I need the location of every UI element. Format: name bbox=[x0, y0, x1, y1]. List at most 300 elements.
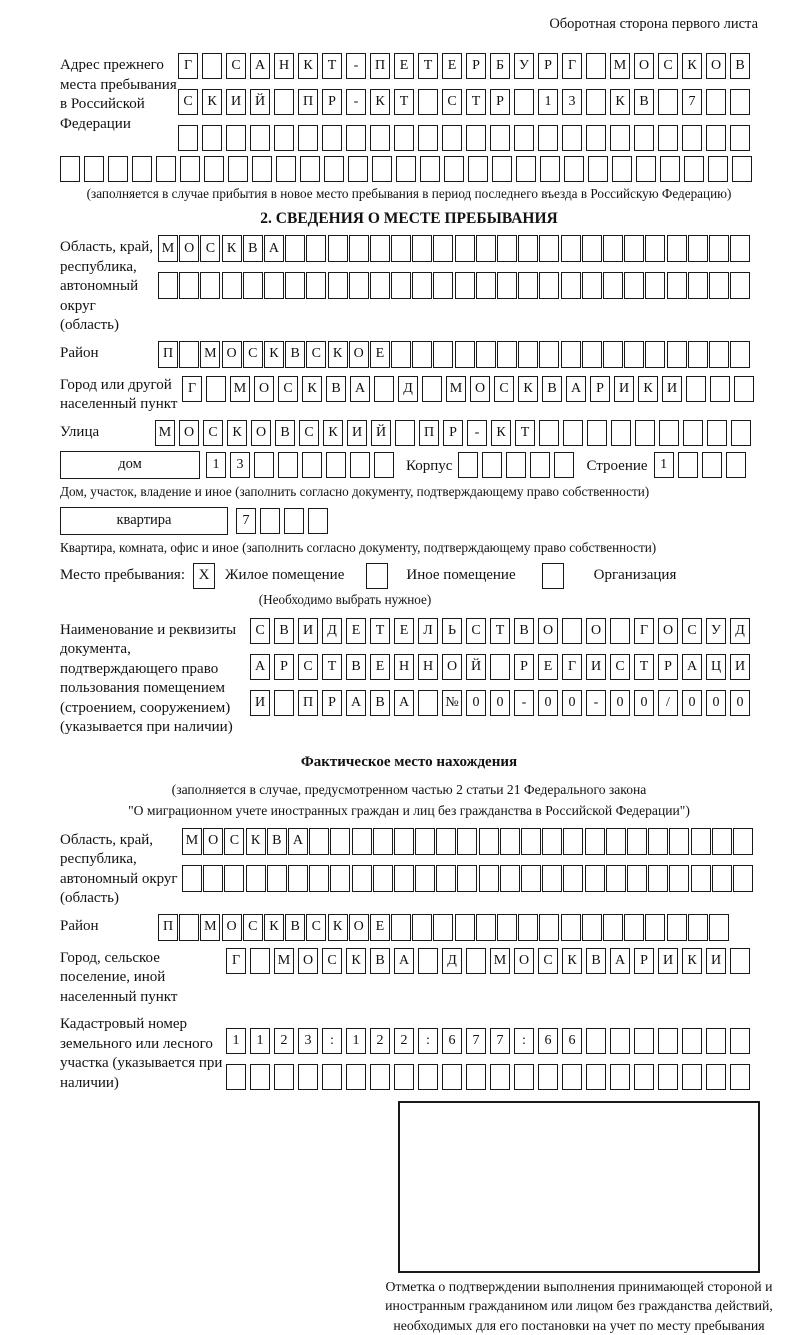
char-cell[interactable] bbox=[624, 914, 644, 941]
char-cell[interactable] bbox=[634, 125, 654, 151]
char-cell[interactable]: В bbox=[370, 690, 390, 716]
char-cell[interactable] bbox=[222, 272, 242, 299]
char-cell[interactable] bbox=[634, 1064, 654, 1090]
char-cell[interactable] bbox=[636, 156, 656, 182]
char-cell[interactable] bbox=[206, 376, 226, 402]
char-cell[interactable] bbox=[455, 341, 475, 368]
char-cell[interactable]: 1 bbox=[654, 452, 674, 478]
char-cell[interactable]: 0 bbox=[610, 690, 630, 716]
char-cell[interactable] bbox=[562, 1064, 582, 1090]
char-cell[interactable]: Е bbox=[538, 654, 558, 680]
char-cell[interactable]: 1 bbox=[538, 89, 558, 115]
char-cell[interactable] bbox=[322, 1064, 342, 1090]
char-cell[interactable]: С bbox=[299, 420, 319, 446]
char-cell[interactable]: С bbox=[658, 53, 678, 79]
char-cell[interactable]: С bbox=[178, 89, 198, 115]
char-cell[interactable]: И bbox=[347, 420, 367, 446]
char-cell[interactable]: О bbox=[179, 420, 199, 446]
char-cell[interactable] bbox=[373, 828, 393, 855]
char-cell[interactable] bbox=[497, 272, 517, 299]
char-cell[interactable] bbox=[702, 452, 722, 478]
char-cell[interactable]: Й bbox=[250, 89, 270, 115]
char-cell[interactable]: - bbox=[467, 420, 487, 446]
char-cell[interactable] bbox=[306, 235, 326, 262]
char-cell[interactable] bbox=[588, 156, 608, 182]
char-cell[interactable]: П bbox=[298, 690, 318, 716]
char-cell[interactable]: Д bbox=[322, 618, 342, 644]
char-cell[interactable]: Ц bbox=[706, 654, 726, 680]
char-cell[interactable]: О bbox=[470, 376, 490, 402]
char-cell[interactable] bbox=[346, 1064, 366, 1090]
char-cell[interactable]: М bbox=[158, 235, 178, 262]
char-cell[interactable] bbox=[415, 865, 435, 892]
char-cell[interactable]: С bbox=[226, 53, 246, 79]
char-cell[interactable] bbox=[203, 865, 223, 892]
char-cell[interactable] bbox=[324, 156, 344, 182]
char-cell[interactable]: О bbox=[514, 948, 534, 974]
char-cell[interactable]: 2 bbox=[370, 1028, 390, 1054]
char-cell[interactable] bbox=[285, 235, 305, 262]
char-cell[interactable] bbox=[490, 1064, 510, 1090]
char-cell[interactable] bbox=[635, 420, 655, 446]
char-cell[interactable] bbox=[302, 452, 322, 478]
char-cell[interactable] bbox=[442, 125, 462, 151]
char-cell[interactable] bbox=[730, 235, 750, 262]
char-cell[interactable]: К bbox=[346, 948, 366, 974]
char-cell[interactable] bbox=[394, 865, 414, 892]
char-cell[interactable]: Е bbox=[346, 618, 366, 644]
char-cell[interactable] bbox=[330, 865, 350, 892]
char-cell[interactable]: А bbox=[394, 948, 414, 974]
char-cell[interactable]: Е bbox=[442, 53, 462, 79]
char-cell[interactable] bbox=[267, 865, 287, 892]
char-cell[interactable]: О bbox=[179, 235, 199, 262]
char-cell[interactable]: К bbox=[562, 948, 582, 974]
char-cell[interactable] bbox=[158, 272, 178, 299]
char-cell[interactable]: Р bbox=[322, 690, 342, 716]
char-cell[interactable]: О bbox=[442, 654, 462, 680]
char-cell[interactable]: А bbox=[264, 235, 284, 262]
char-cell[interactable] bbox=[688, 914, 708, 941]
char-cell[interactable] bbox=[603, 914, 623, 941]
char-cell[interactable]: В bbox=[514, 618, 534, 644]
char-cell[interactable] bbox=[418, 125, 438, 151]
char-cell[interactable] bbox=[561, 914, 581, 941]
char-cell[interactable] bbox=[667, 235, 687, 262]
char-cell[interactable] bbox=[586, 1028, 606, 1054]
char-cell[interactable] bbox=[370, 235, 390, 262]
char-cell[interactable]: М bbox=[490, 948, 510, 974]
char-cell[interactable] bbox=[479, 865, 499, 892]
char-cell[interactable] bbox=[326, 452, 346, 478]
char-cell[interactable] bbox=[352, 828, 372, 855]
char-cell[interactable] bbox=[455, 914, 475, 941]
char-cell[interactable] bbox=[412, 914, 432, 941]
char-cell[interactable]: К bbox=[610, 89, 630, 115]
char-cell[interactable]: Е bbox=[394, 618, 414, 644]
char-cell[interactable] bbox=[709, 914, 729, 941]
char-cell[interactable] bbox=[627, 865, 647, 892]
char-cell[interactable]: А bbox=[682, 654, 702, 680]
char-cell[interactable]: А bbox=[250, 654, 270, 680]
char-cell[interactable] bbox=[455, 272, 475, 299]
char-cell[interactable] bbox=[309, 865, 329, 892]
char-cell[interactable] bbox=[586, 53, 606, 79]
char-cell[interactable]: 1 bbox=[226, 1028, 246, 1054]
char-cell[interactable]: М bbox=[230, 376, 250, 402]
char-cell[interactable] bbox=[306, 272, 326, 299]
char-cell[interactable]: Н bbox=[274, 53, 294, 79]
char-cell[interactable] bbox=[179, 914, 199, 941]
char-cell[interactable] bbox=[658, 89, 678, 115]
char-cell[interactable]: Е bbox=[394, 53, 414, 79]
char-cell[interactable] bbox=[330, 828, 350, 855]
char-cell[interactable]: М bbox=[200, 341, 220, 368]
char-cell[interactable]: Г bbox=[634, 618, 654, 644]
char-cell[interactable] bbox=[585, 865, 605, 892]
char-cell[interactable] bbox=[226, 1064, 246, 1090]
char-cell[interactable] bbox=[691, 865, 711, 892]
char-cell[interactable] bbox=[309, 828, 329, 855]
char-cell[interactable]: 1 bbox=[346, 1028, 366, 1054]
char-cell[interactable] bbox=[606, 865, 626, 892]
char-cell[interactable] bbox=[730, 1028, 750, 1054]
char-cell[interactable]: В bbox=[275, 420, 295, 446]
char-cell[interactable] bbox=[539, 235, 559, 262]
char-cell[interactable] bbox=[585, 828, 605, 855]
char-cell[interactable] bbox=[682, 1064, 702, 1090]
char-cell[interactable] bbox=[587, 420, 607, 446]
char-cell[interactable]: Е bbox=[370, 654, 390, 680]
char-cell[interactable] bbox=[418, 89, 438, 115]
char-cell[interactable] bbox=[468, 156, 488, 182]
char-cell[interactable]: 0 bbox=[634, 690, 654, 716]
char-cell[interactable] bbox=[669, 865, 689, 892]
char-cell[interactable]: Г bbox=[562, 53, 582, 79]
char-cell[interactable]: К bbox=[638, 376, 658, 402]
char-cell[interactable]: Т bbox=[515, 420, 535, 446]
char-cell[interactable] bbox=[539, 914, 559, 941]
char-cell[interactable] bbox=[396, 156, 416, 182]
char-cell[interactable] bbox=[706, 89, 726, 115]
char-cell[interactable]: Р bbox=[514, 654, 534, 680]
char-cell[interactable] bbox=[202, 53, 222, 79]
char-cell[interactable]: - bbox=[586, 690, 606, 716]
char-cell[interactable]: Р bbox=[490, 89, 510, 115]
char-cell[interactable] bbox=[370, 125, 390, 151]
char-cell[interactable] bbox=[420, 156, 440, 182]
char-cell[interactable] bbox=[645, 272, 665, 299]
char-cell[interactable] bbox=[684, 156, 704, 182]
char-cell[interactable] bbox=[433, 341, 453, 368]
char-cell[interactable] bbox=[328, 272, 348, 299]
char-cell[interactable] bbox=[373, 865, 393, 892]
char-cell[interactable]: 2 bbox=[274, 1028, 294, 1054]
char-cell[interactable] bbox=[521, 828, 541, 855]
char-cell[interactable] bbox=[476, 341, 496, 368]
char-cell[interactable] bbox=[497, 235, 517, 262]
char-cell[interactable]: В bbox=[285, 914, 305, 941]
char-cell[interactable]: С bbox=[306, 914, 326, 941]
char-cell[interactable]: 0 bbox=[706, 690, 726, 716]
char-cell[interactable] bbox=[682, 1028, 702, 1054]
char-cell[interactable] bbox=[586, 1064, 606, 1090]
char-cell[interactable] bbox=[60, 156, 80, 182]
char-cell[interactable] bbox=[610, 618, 630, 644]
char-cell[interactable] bbox=[667, 341, 687, 368]
char-cell[interactable]: С bbox=[322, 948, 342, 974]
char-cell[interactable] bbox=[669, 828, 689, 855]
char-cell[interactable] bbox=[682, 125, 702, 151]
char-cell[interactable]: А bbox=[350, 376, 370, 402]
char-cell[interactable]: 6 bbox=[538, 1028, 558, 1054]
char-cell[interactable] bbox=[610, 1064, 630, 1090]
char-cell[interactable] bbox=[250, 125, 270, 151]
char-cell[interactable] bbox=[350, 452, 370, 478]
char-cell[interactable] bbox=[709, 341, 729, 368]
char-cell[interactable] bbox=[518, 341, 538, 368]
char-cell[interactable]: А bbox=[288, 828, 308, 855]
char-cell[interactable]: С bbox=[243, 341, 263, 368]
char-cell[interactable]: С bbox=[298, 654, 318, 680]
char-cell[interactable]: К bbox=[264, 914, 284, 941]
char-cell[interactable]: К bbox=[298, 53, 318, 79]
char-cell[interactable]: О bbox=[658, 618, 678, 644]
char-cell[interactable] bbox=[539, 341, 559, 368]
char-cell[interactable] bbox=[349, 272, 369, 299]
char-cell[interactable] bbox=[246, 865, 266, 892]
char-cell[interactable] bbox=[276, 156, 296, 182]
char-cell[interactable] bbox=[442, 1064, 462, 1090]
char-cell[interactable]: К bbox=[370, 89, 390, 115]
char-cell[interactable] bbox=[436, 828, 456, 855]
char-cell[interactable] bbox=[518, 272, 538, 299]
char-cell[interactable] bbox=[370, 1064, 390, 1090]
char-cell[interactable] bbox=[374, 376, 394, 402]
char-cell[interactable] bbox=[709, 272, 729, 299]
char-cell[interactable] bbox=[418, 690, 438, 716]
char-cell[interactable] bbox=[394, 125, 414, 151]
char-cell[interactable] bbox=[284, 508, 304, 534]
char-cell[interactable] bbox=[274, 1064, 294, 1090]
char-cell[interactable] bbox=[457, 865, 477, 892]
char-cell[interactable]: Г bbox=[182, 376, 202, 402]
char-cell[interactable] bbox=[260, 508, 280, 534]
char-cell[interactable]: С bbox=[200, 235, 220, 262]
char-cell[interactable]: : bbox=[418, 1028, 438, 1054]
char-cell[interactable] bbox=[497, 341, 517, 368]
char-cell[interactable]: В bbox=[243, 235, 263, 262]
char-cell[interactable] bbox=[264, 272, 284, 299]
char-cell[interactable]: Т bbox=[322, 654, 342, 680]
char-cell[interactable]: 0 bbox=[562, 690, 582, 716]
char-cell[interactable]: С bbox=[610, 654, 630, 680]
char-cell[interactable]: И bbox=[662, 376, 682, 402]
char-cell[interactable]: : bbox=[322, 1028, 342, 1054]
char-cell[interactable] bbox=[542, 865, 562, 892]
char-cell[interactable]: 1 bbox=[250, 1028, 270, 1054]
char-cell[interactable] bbox=[418, 1064, 438, 1090]
char-cell[interactable]: : bbox=[514, 1028, 534, 1054]
char-cell[interactable]: В bbox=[730, 53, 750, 79]
char-cell[interactable] bbox=[395, 420, 415, 446]
char-cell[interactable] bbox=[394, 1064, 414, 1090]
char-cell[interactable] bbox=[348, 156, 368, 182]
char-cell[interactable]: Т bbox=[394, 89, 414, 115]
char-cell[interactable]: М bbox=[274, 948, 294, 974]
char-cell[interactable]: В bbox=[634, 89, 654, 115]
char-cell[interactable] bbox=[455, 235, 475, 262]
char-cell[interactable]: Т bbox=[418, 53, 438, 79]
char-cell[interactable] bbox=[250, 1064, 270, 1090]
char-cell[interactable]: К bbox=[202, 89, 222, 115]
char-cell[interactable] bbox=[706, 1028, 726, 1054]
char-cell[interactable] bbox=[391, 914, 411, 941]
char-cell[interactable] bbox=[709, 235, 729, 262]
char-cell[interactable] bbox=[466, 125, 486, 151]
checkbox-zhiloe[interactable]: X bbox=[193, 563, 215, 589]
char-cell[interactable] bbox=[436, 865, 456, 892]
char-cell[interactable] bbox=[476, 272, 496, 299]
char-cell[interactable] bbox=[108, 156, 128, 182]
char-cell[interactable] bbox=[659, 420, 679, 446]
char-cell[interactable] bbox=[228, 156, 248, 182]
char-cell[interactable] bbox=[712, 865, 732, 892]
char-cell[interactable]: / bbox=[658, 690, 678, 716]
char-cell[interactable] bbox=[457, 828, 477, 855]
char-cell[interactable]: И bbox=[730, 654, 750, 680]
char-cell[interactable]: К bbox=[328, 341, 348, 368]
char-cell[interactable]: В bbox=[370, 948, 390, 974]
char-cell[interactable] bbox=[391, 272, 411, 299]
char-cell[interactable]: В bbox=[542, 376, 562, 402]
char-cell[interactable] bbox=[542, 828, 562, 855]
char-cell[interactable] bbox=[660, 156, 680, 182]
char-cell[interactable] bbox=[624, 272, 644, 299]
char-cell[interactable]: О bbox=[349, 341, 369, 368]
char-cell[interactable] bbox=[706, 1064, 726, 1090]
char-cell[interactable] bbox=[479, 828, 499, 855]
char-cell[interactable] bbox=[707, 420, 727, 446]
char-cell[interactable] bbox=[562, 125, 582, 151]
char-cell[interactable] bbox=[179, 272, 199, 299]
char-cell[interactable] bbox=[328, 235, 348, 262]
char-cell[interactable]: И bbox=[706, 948, 726, 974]
char-cell[interactable]: Т bbox=[322, 53, 342, 79]
char-cell[interactable]: 0 bbox=[682, 690, 702, 716]
char-cell[interactable] bbox=[645, 341, 665, 368]
char-cell[interactable]: О bbox=[634, 53, 654, 79]
char-cell[interactable] bbox=[686, 376, 706, 402]
char-cell[interactable] bbox=[516, 156, 536, 182]
char-cell[interactable] bbox=[730, 89, 750, 115]
char-cell[interactable]: Е bbox=[370, 914, 390, 941]
char-cell[interactable]: М bbox=[446, 376, 466, 402]
char-cell[interactable]: И bbox=[250, 690, 270, 716]
char-cell[interactable] bbox=[224, 865, 244, 892]
char-cell[interactable] bbox=[518, 914, 538, 941]
char-cell[interactable] bbox=[561, 341, 581, 368]
char-cell[interactable] bbox=[611, 420, 631, 446]
char-cell[interactable] bbox=[274, 125, 294, 151]
char-cell[interactable] bbox=[132, 156, 152, 182]
char-cell[interactable]: К bbox=[682, 53, 702, 79]
char-cell[interactable]: П bbox=[298, 89, 318, 115]
char-cell[interactable] bbox=[624, 341, 644, 368]
char-cell[interactable] bbox=[658, 1064, 678, 1090]
char-cell[interactable]: 1 bbox=[206, 452, 226, 478]
char-cell[interactable] bbox=[606, 828, 626, 855]
char-cell[interactable] bbox=[734, 376, 754, 402]
char-cell[interactable] bbox=[298, 125, 318, 151]
char-cell[interactable]: Н bbox=[418, 654, 438, 680]
char-cell[interactable] bbox=[708, 156, 728, 182]
char-cell[interactable] bbox=[582, 341, 602, 368]
char-cell[interactable]: И bbox=[298, 618, 318, 644]
char-cell[interactable]: Н bbox=[394, 654, 414, 680]
char-cell[interactable]: Д bbox=[442, 948, 462, 974]
char-cell[interactable] bbox=[562, 618, 582, 644]
char-cell[interactable] bbox=[706, 125, 726, 151]
checkbox-org[interactable] bbox=[542, 563, 564, 589]
char-cell[interactable]: О bbox=[538, 618, 558, 644]
char-cell[interactable] bbox=[733, 828, 753, 855]
char-cell[interactable] bbox=[178, 125, 198, 151]
char-cell[interactable] bbox=[322, 125, 342, 151]
char-cell[interactable] bbox=[658, 125, 678, 151]
char-cell[interactable]: М bbox=[182, 828, 202, 855]
char-cell[interactable] bbox=[422, 376, 442, 402]
char-cell[interactable]: Р bbox=[443, 420, 463, 446]
char-cell[interactable]: В bbox=[346, 654, 366, 680]
char-cell[interactable]: О bbox=[203, 828, 223, 855]
char-cell[interactable]: 3 bbox=[298, 1028, 318, 1054]
char-cell[interactable]: С bbox=[278, 376, 298, 402]
char-cell[interactable]: - bbox=[346, 53, 366, 79]
char-cell[interactable] bbox=[731, 420, 751, 446]
char-cell[interactable]: Д bbox=[730, 618, 750, 644]
char-cell[interactable] bbox=[554, 452, 574, 478]
char-cell[interactable] bbox=[603, 235, 623, 262]
char-cell[interactable] bbox=[586, 125, 606, 151]
char-cell[interactable]: С bbox=[203, 420, 223, 446]
char-cell[interactable] bbox=[582, 914, 602, 941]
char-cell[interactable]: О bbox=[349, 914, 369, 941]
char-cell[interactable] bbox=[530, 452, 550, 478]
char-cell[interactable]: С bbox=[250, 618, 270, 644]
char-cell[interactable]: У bbox=[706, 618, 726, 644]
char-cell[interactable] bbox=[563, 865, 583, 892]
char-cell[interactable]: 0 bbox=[466, 690, 486, 716]
char-cell[interactable] bbox=[667, 272, 687, 299]
char-cell[interactable]: 0 bbox=[490, 690, 510, 716]
char-cell[interactable]: И bbox=[614, 376, 634, 402]
char-cell[interactable] bbox=[540, 156, 560, 182]
char-cell[interactable]: Р bbox=[658, 654, 678, 680]
char-cell[interactable] bbox=[308, 508, 328, 534]
char-cell[interactable] bbox=[733, 865, 753, 892]
char-cell[interactable] bbox=[285, 272, 305, 299]
char-cell[interactable] bbox=[688, 235, 708, 262]
char-cell[interactable]: Р bbox=[590, 376, 610, 402]
char-cell[interactable] bbox=[582, 272, 602, 299]
char-cell[interactable]: С bbox=[224, 828, 244, 855]
char-cell[interactable] bbox=[252, 156, 272, 182]
char-cell[interactable]: 3 bbox=[562, 89, 582, 115]
char-cell[interactable] bbox=[564, 156, 584, 182]
char-cell[interactable] bbox=[500, 865, 520, 892]
char-cell[interactable] bbox=[482, 452, 502, 478]
